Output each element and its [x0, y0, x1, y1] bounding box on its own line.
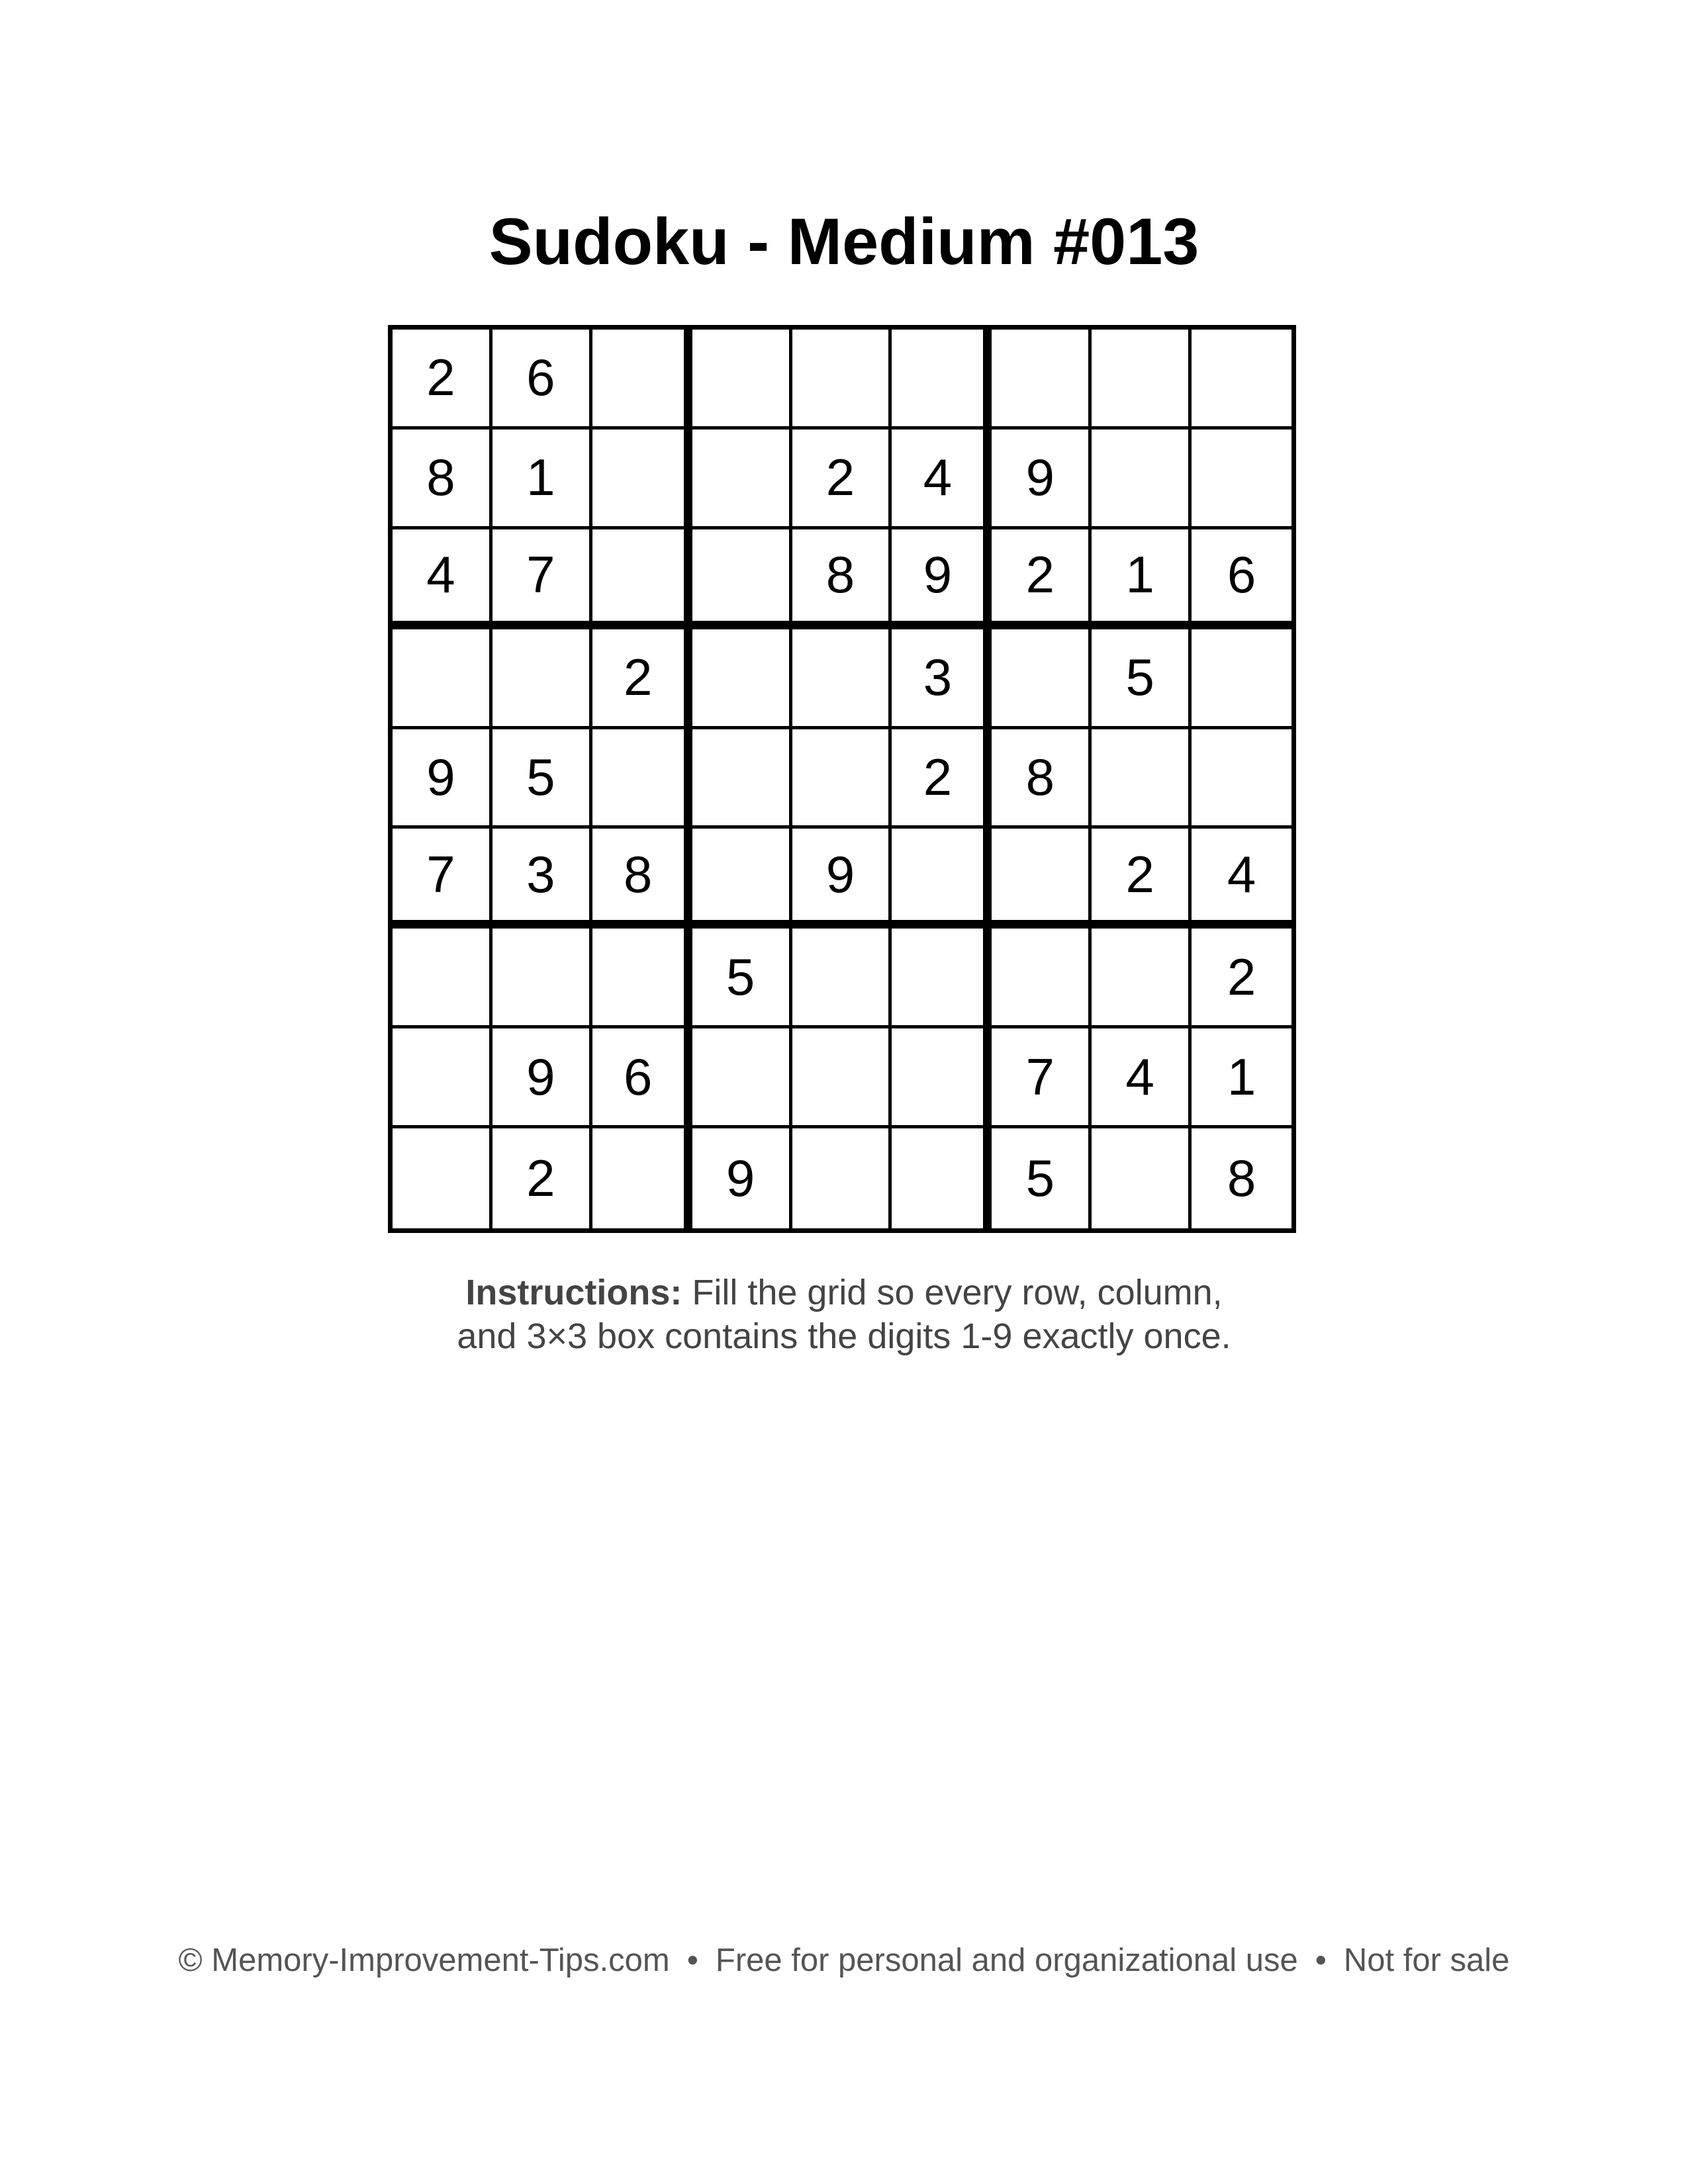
footer-sale: Not for sale — [1343, 1942, 1510, 1978]
sudoku-cell-r5-c1[interactable]: 9 — [393, 729, 492, 829]
sudoku-cell-r1-c7[interactable] — [992, 330, 1092, 430]
sudoku-cell-r6-c2[interactable]: 3 — [492, 829, 592, 929]
sudoku-cell-r7-c6[interactable] — [892, 929, 992, 1028]
sudoku-cell-r7-c5[interactable] — [792, 929, 892, 1028]
sudoku-cell-r7-c3[interactable] — [592, 929, 692, 1028]
sudoku-cell-r2-c4[interactable] — [692, 430, 792, 529]
sudoku-cell-r5-c8[interactable] — [1092, 729, 1192, 829]
sudoku-cell-r4-c5[interactable] — [792, 629, 892, 729]
sudoku-cell-r6-c9[interactable]: 4 — [1192, 829, 1291, 929]
sudoku-cell-r9-c6[interactable] — [892, 1128, 992, 1228]
sudoku-cell-r9-c4[interactable]: 9 — [692, 1128, 792, 1228]
sudoku-cell-r5-c4[interactable] — [692, 729, 792, 829]
sudoku-cell-r1-c8[interactable] — [1092, 330, 1192, 430]
instructions — [0, 1271, 1688, 1358]
sudoku-cell-r3-c7[interactable]: 2 — [992, 529, 1092, 629]
sudoku-cell-r6-c1[interactable]: 7 — [393, 829, 492, 929]
sudoku-cell-r3-c2[interactable]: 7 — [492, 529, 592, 629]
sudoku-cell-r6-c6[interactable] — [892, 829, 992, 929]
sudoku-cell-r1-c2[interactable]: 6 — [492, 330, 592, 430]
sudoku-cell-r1-c3[interactable] — [592, 330, 692, 430]
sudoku-grid — [388, 325, 1296, 1233]
sudoku-cell-r5-c5[interactable] — [792, 729, 892, 829]
sudoku-cell-r2-c8[interactable] — [1092, 430, 1192, 529]
footer — [0, 1940, 1688, 1980]
sudoku-cell-r5-c3[interactable] — [592, 729, 692, 829]
instructions-line-1 — [0, 1271, 1688, 1314]
sudoku-cell-r4-c7[interactable] — [992, 629, 1092, 729]
instructions-line-2: and 3×3 box contains the digits 1-9 exactly once. — [457, 1316, 1231, 1356]
sudoku-cell-r7-c2[interactable] — [492, 929, 592, 1028]
sudoku-cell-r6-c8[interactable]: 2 — [1092, 829, 1192, 929]
sudoku-cell-r5-c9[interactable] — [1192, 729, 1291, 829]
sudoku-cell-r3-c1[interactable]: 4 — [393, 529, 492, 629]
sudoku-cell-r2-c1[interactable]: 8 — [393, 430, 492, 529]
footer-usage: Free for personal and organizational use — [715, 1942, 1298, 1978]
sudoku-cell-r1-c6[interactable] — [892, 330, 992, 430]
sudoku-cell-r3-c9[interactable]: 6 — [1192, 529, 1291, 629]
footer-copyright: © Memory-Improvement-Tips.com — [178, 1942, 670, 1978]
sudoku-cell-r3-c3[interactable] — [592, 529, 692, 629]
sudoku-cell-r8-c9[interactable]: 1 — [1192, 1028, 1291, 1128]
sudoku-cell-r2-c6[interactable]: 4 — [892, 430, 992, 529]
sudoku-cell-r6-c7[interactable] — [992, 829, 1092, 929]
sudoku-cell-r2-c7[interactable]: 9 — [992, 430, 1092, 529]
sudoku-cell-r7-c7[interactable] — [992, 929, 1092, 1028]
sudoku-cell-r9-c3[interactable] — [592, 1128, 692, 1228]
sudoku-cell-r8-c7[interactable]: 7 — [992, 1028, 1092, 1128]
sudoku-cell-r7-c8[interactable] — [1092, 929, 1192, 1028]
instructions-text-1: Fill the grid so every row, column, — [692, 1273, 1223, 1312]
sudoku-cell-r1-c5[interactable] — [792, 330, 892, 430]
sudoku-cell-r9-c1[interactable] — [393, 1128, 492, 1228]
sudoku-cell-r9-c2[interactable]: 2 — [492, 1128, 592, 1228]
footer-separator: • — [686, 1942, 698, 1978]
sudoku-cell-r8-c1[interactable] — [393, 1028, 492, 1128]
sudoku-cell-r9-c8[interactable] — [1092, 1128, 1192, 1228]
sudoku-cell-r4-c6[interactable]: 3 — [892, 629, 992, 729]
sudoku-cell-r9-c7[interactable]: 5 — [992, 1128, 1092, 1228]
sudoku-cell-r8-c8[interactable]: 4 — [1092, 1028, 1192, 1128]
sudoku-cell-r7-c9[interactable]: 2 — [1192, 929, 1291, 1028]
sudoku-cell-r8-c3[interactable]: 6 — [592, 1028, 692, 1128]
sudoku-cell-r5-c6[interactable]: 2 — [892, 729, 992, 829]
sudoku-cell-r8-c4[interactable] — [692, 1028, 792, 1128]
footer-separator: • — [1315, 1942, 1327, 1978]
sudoku-cell-r8-c5[interactable] — [792, 1028, 892, 1128]
sudoku-cell-r3-c6[interactable]: 9 — [892, 529, 992, 629]
sudoku-cell-r8-c6[interactable] — [892, 1028, 992, 1128]
sudoku-cell-r9-c9[interactable]: 8 — [1192, 1128, 1291, 1228]
sudoku-cell-r4-c4[interactable] — [692, 629, 792, 729]
sudoku-cell-r6-c5[interactable]: 9 — [792, 829, 892, 929]
sudoku-cell-r3-c5[interactable]: 8 — [792, 529, 892, 629]
sudoku-cell-r2-c2[interactable]: 1 — [492, 430, 592, 529]
sudoku-cell-r4-c2[interactable] — [492, 629, 592, 729]
sudoku-cell-r1-c1[interactable]: 2 — [393, 330, 492, 430]
sudoku-cell-r1-c9[interactable] — [1192, 330, 1291, 430]
sudoku-cell-r9-c5[interactable] — [792, 1128, 892, 1228]
sudoku-cell-r4-c1[interactable] — [393, 629, 492, 729]
sudoku-cell-r7-c1[interactable] — [393, 929, 492, 1028]
sudoku-cell-r4-c9[interactable] — [1192, 629, 1291, 729]
sudoku-cell-r4-c3[interactable]: 2 — [592, 629, 692, 729]
sudoku-cell-r7-c4[interactable]: 5 — [692, 929, 792, 1028]
page-title: Sudoku - Medium #013 — [489, 205, 1199, 278]
sudoku-cell-r5-c2[interactable]: 5 — [492, 729, 592, 829]
sudoku-cell-r6-c4[interactable] — [692, 829, 792, 929]
sudoku-cell-r2-c9[interactable] — [1192, 430, 1291, 529]
sudoku-cell-r6-c3[interactable]: 8 — [592, 829, 692, 929]
sudoku-cell-r2-c5[interactable]: 2 — [792, 430, 892, 529]
sudoku-cell-r2-c3[interactable] — [592, 430, 692, 529]
sudoku-cell-r3-c4[interactable] — [692, 529, 792, 629]
sudoku-cell-r5-c7[interactable]: 8 — [992, 729, 1092, 829]
sudoku-cell-r1-c4[interactable] — [692, 330, 792, 430]
sudoku-cell-r8-c2[interactable]: 9 — [492, 1028, 592, 1128]
sudoku-cell-r4-c8[interactable]: 5 — [1092, 629, 1192, 729]
instructions-label: Instructions: — [465, 1273, 682, 1312]
sudoku-cell-r3-c8[interactable]: 1 — [1092, 529, 1192, 629]
